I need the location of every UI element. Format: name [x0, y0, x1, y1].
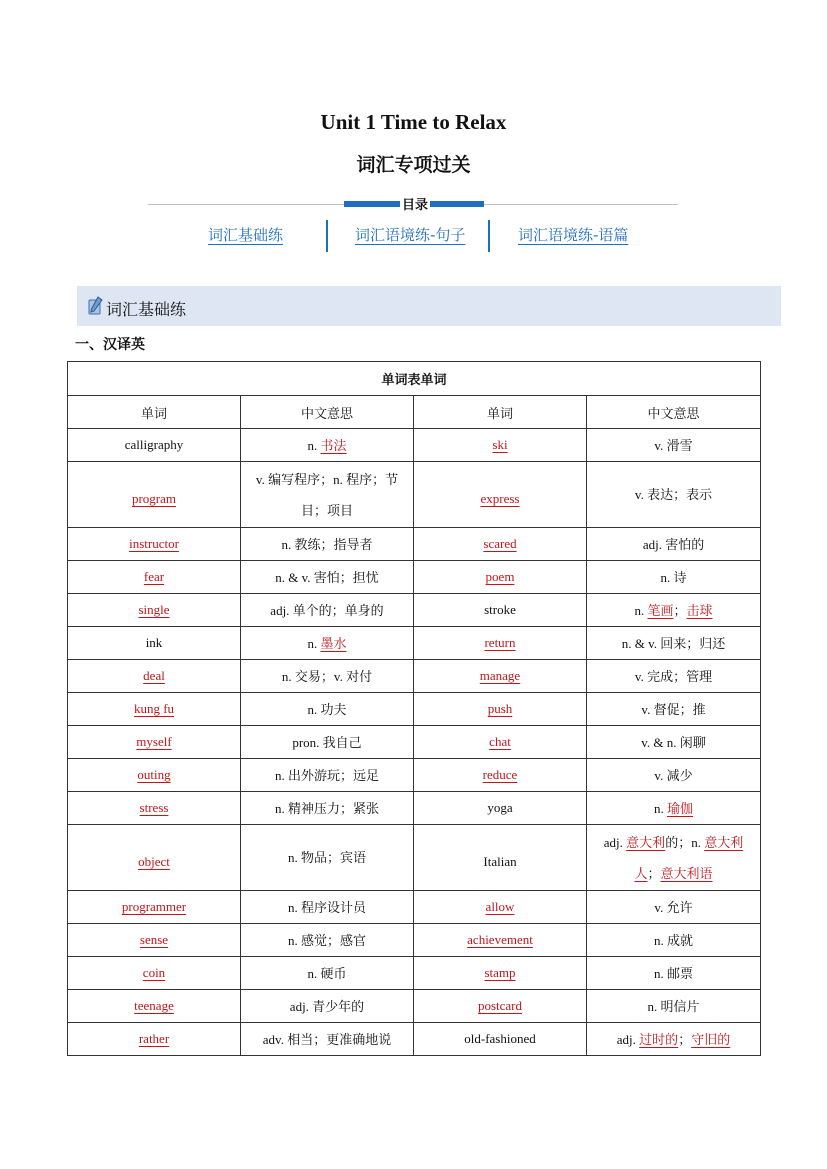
answer-text: push: [487, 701, 513, 716]
column-header: 中文意思: [241, 396, 414, 429]
meaning-cell: [587, 792, 761, 825]
meaning-cell: [587, 627, 761, 660]
word-cell: [68, 825, 241, 891]
answer-text: ski: [492, 437, 508, 452]
word-cell: [414, 726, 587, 759]
meaning-cell: [587, 594, 761, 627]
answer-text: 墨水: [320, 635, 347, 651]
meaning-cell: [587, 462, 761, 528]
table-row: [68, 660, 761, 693]
meaning-cell: [587, 759, 761, 792]
toc-accent-right: [430, 201, 484, 207]
meaning-cell: [587, 429, 761, 462]
word-cell: [414, 627, 587, 660]
answer-text: stress: [139, 800, 169, 815]
word-cell: [68, 462, 241, 528]
cell-text: old-fashioned: [464, 1031, 536, 1046]
meaning-cell: [241, 528, 414, 561]
word-cell: [414, 990, 587, 1023]
word-cell: [68, 693, 241, 726]
vocabulary-table-body: [68, 429, 761, 1056]
cell-text: 的；n.: [665, 834, 705, 850]
cell-text: v. & n. 闲聊: [641, 734, 706, 750]
answer-text: single: [138, 602, 170, 617]
word-cell: [414, 429, 587, 462]
answer-text: 意大利: [626, 834, 666, 850]
table-row: [68, 792, 761, 825]
table-row: [68, 594, 761, 627]
meaning-cell: [241, 660, 414, 693]
word-cell: [414, 825, 587, 891]
cell-text: n. 明信片: [647, 998, 700, 1014]
meaning-cell: [587, 693, 761, 726]
meaning-cell: [241, 627, 414, 660]
cell-text: v. 表达；表示: [634, 487, 713, 502]
cell-text: adj.: [603, 834, 627, 850]
document-title: Unit 1 Time to Relax: [320, 110, 507, 134]
answer-text: rather: [138, 1031, 170, 1046]
meaning-cell: [241, 726, 414, 759]
cell-text: ；: [673, 602, 687, 618]
meaning-cell: [241, 792, 414, 825]
meaning-cell: [241, 1023, 414, 1056]
word-cell: [414, 891, 587, 924]
column-header: 中文意思: [587, 396, 761, 429]
word-cell: [68, 561, 241, 594]
answer-text: object: [138, 853, 170, 869]
word-cell: [68, 957, 241, 990]
vocabulary-table: [67, 361, 761, 1056]
answer-text: kung fu: [133, 701, 175, 716]
table-row: [68, 561, 761, 594]
word-cell: [68, 891, 241, 924]
cell-text: adj. 害怕的: [642, 536, 705, 552]
meaning-cell: [241, 891, 414, 924]
table-row: [68, 759, 761, 792]
cell-text: v. 减少: [654, 767, 693, 783]
cell-text: yoga: [487, 800, 513, 815]
pencil-icon: [86, 296, 104, 316]
cell-text: v. 督促；推: [641, 701, 706, 717]
cell-text: ；: [647, 865, 661, 881]
toc-link-basic[interactable]: 词汇基础练: [208, 226, 284, 244]
answer-text: 击球: [686, 602, 713, 618]
meaning-cell: [587, 990, 761, 1023]
table-row: [68, 693, 761, 726]
meaning-cell: [241, 924, 414, 957]
meaning-cell: [241, 759, 414, 792]
word-cell: [414, 693, 587, 726]
cell-text: v. 滑雪: [654, 437, 693, 453]
meaning-cell: [587, 528, 761, 561]
answer-text: program: [131, 490, 177, 506]
meaning-cell: [241, 561, 414, 594]
cell-text: n.: [654, 800, 667, 816]
column-header: 单词: [414, 396, 587, 429]
answer-text: manage: [479, 668, 521, 683]
cell-text: n.: [307, 635, 321, 651]
section-title: 词汇基础练: [106, 300, 187, 319]
cell-text: n. 功夫: [307, 701, 347, 717]
word-cell: [414, 462, 587, 528]
table-row: [68, 1023, 761, 1056]
meaning-cell: [241, 693, 414, 726]
cell-text: adj. 单个的；单身的: [270, 602, 384, 618]
cell-text: adj. 青少年的: [289, 998, 365, 1014]
answer-text: coin: [142, 965, 166, 980]
cell-text: v. 允许: [654, 899, 693, 915]
cell-text: n. 感觉；感官: [287, 932, 366, 948]
table-row: [68, 957, 761, 990]
toc-link-passage[interactable]: 词汇语境练-语篇: [518, 226, 629, 244]
word-cell: [68, 627, 241, 660]
cell-text: n. 成就: [654, 932, 694, 948]
table-row: [68, 990, 761, 1023]
part-title: 一、汉译英: [75, 337, 145, 353]
word-cell: [414, 924, 587, 957]
answer-text: outing: [137, 767, 171, 782]
meaning-cell: [587, 891, 761, 924]
word-cell: [68, 528, 241, 561]
meaning-cell: [241, 429, 414, 462]
table-row: [68, 429, 761, 462]
cell-text: n. 邮票: [654, 965, 694, 981]
cell-text: n. 物品；宾语: [287, 850, 366, 865]
answer-text: achievement: [467, 932, 533, 947]
toc-separator: [488, 220, 490, 252]
meaning-cell: [241, 462, 414, 528]
cell-text: v. 完成；管理: [634, 668, 713, 684]
cell-text: calligraphy: [124, 437, 184, 452]
toc-accent-left: [344, 201, 400, 207]
word-cell: [414, 594, 587, 627]
answer-text: programmer: [121, 899, 187, 914]
meaning-cell: [587, 957, 761, 990]
answer-text: 意大利人: [634, 834, 744, 881]
word-cell: [68, 792, 241, 825]
word-cell: [414, 1023, 587, 1056]
cell-text: n. 交易；v. 对付: [281, 668, 373, 684]
word-cell: [414, 792, 587, 825]
document-subtitle: 词汇专项过关: [356, 154, 471, 176]
cell-text: adv. 相当；更准确地说: [262, 1031, 392, 1047]
word-cell: [414, 759, 587, 792]
answer-text: postcard: [477, 998, 523, 1013]
cell-text: ；: [678, 1031, 692, 1047]
answer-text: reduce: [482, 767, 518, 782]
meaning-cell: [587, 726, 761, 759]
table-row: [68, 891, 761, 924]
toc-link-sentences[interactable]: 词汇语境练-句子: [355, 226, 466, 244]
answer-text: chat: [489, 734, 511, 749]
cell-text: adj.: [616, 1031, 640, 1047]
cell-text: n. & v. 害怕；担忧: [275, 569, 379, 585]
meaning-cell: [587, 660, 761, 693]
word-cell: [68, 1023, 241, 1056]
table-row: [68, 825, 761, 891]
cell-text: ink: [145, 635, 163, 650]
cell-text: n. 程序设计员: [287, 899, 366, 915]
table-caption: 单词表单词: [68, 362, 761, 396]
meaning-cell: [241, 990, 414, 1023]
cell-text: n. 硬币: [307, 965, 347, 981]
table-row: [68, 924, 761, 957]
meaning-cell: [587, 924, 761, 957]
answer-text: sense: [139, 932, 169, 947]
answer-text: return: [484, 635, 516, 650]
answer-text: express: [480, 490, 520, 506]
word-cell: [68, 726, 241, 759]
word-cell: [68, 429, 241, 462]
answer-text: stamp: [484, 965, 516, 980]
meaning-cell: [241, 957, 414, 990]
cell-text: n. 出外游玩；远足: [274, 767, 379, 783]
word-cell: [414, 561, 587, 594]
cell-text: pron. 我自己: [292, 734, 362, 750]
meaning-cell: [241, 825, 414, 891]
meaning-cell: [587, 1023, 761, 1056]
answer-text: poem: [485, 569, 515, 584]
cell-text: n. & v. 回来；归还: [621, 635, 726, 651]
answer-text: instructor: [129, 536, 179, 551]
cell-text: v. 编写程序；n. 程序；节目；项目: [255, 471, 399, 518]
cell-text: n. 教练；指导者: [281, 536, 373, 552]
meaning-cell: [241, 594, 414, 627]
meaning-cell: [587, 561, 761, 594]
meaning-cell: [587, 825, 761, 891]
answer-text: fear: [143, 569, 165, 584]
word-cell: [414, 957, 587, 990]
cell-text: n.: [307, 437, 321, 453]
table-row: [68, 726, 761, 759]
table-row: [68, 627, 761, 660]
word-cell: [68, 990, 241, 1023]
answer-text: allow: [485, 899, 515, 914]
word-cell: [68, 759, 241, 792]
table-row: [68, 528, 761, 561]
toc-separator: [326, 220, 328, 252]
word-cell: [68, 594, 241, 627]
word-cell: [414, 528, 587, 561]
toc-label: 目录: [400, 194, 430, 213]
table-row: [68, 462, 761, 528]
word-cell: [68, 924, 241, 957]
answer-text: scared: [483, 536, 517, 551]
answer-text: 书法: [320, 437, 347, 453]
cell-text: n. 精神压力；紧张: [274, 800, 379, 816]
column-header: 单词: [68, 396, 241, 429]
answer-text: 意大利语: [660, 865, 713, 881]
cell-text: n. 诗: [660, 569, 687, 585]
word-cell: [414, 660, 587, 693]
cell-text: stroke: [484, 602, 516, 617]
word-cell: [68, 660, 241, 693]
answer-text: myself: [136, 734, 172, 749]
answer-text: 瑜伽: [667, 800, 694, 816]
answer-text: deal: [143, 668, 165, 683]
cell-text: Italian: [483, 853, 517, 869]
answer-text: 守旧的: [691, 1031, 731, 1047]
answer-text: teenage: [134, 998, 174, 1013]
answer-text: 过时的: [639, 1031, 679, 1047]
answer-text: 笔画: [647, 602, 674, 618]
cell-text: n.: [634, 602, 648, 618]
